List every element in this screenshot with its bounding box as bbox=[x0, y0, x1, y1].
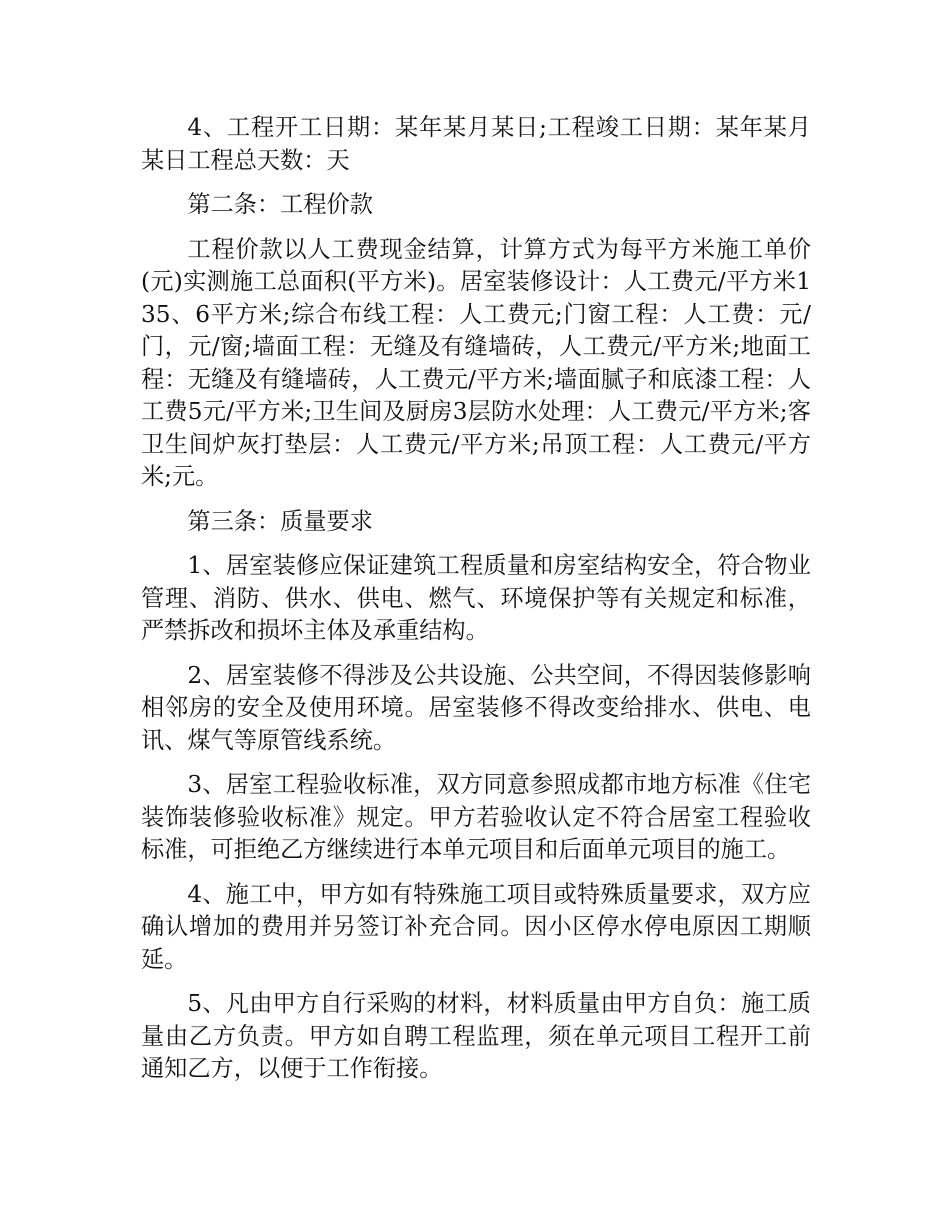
paragraph-quality-3: 3、居室工程验收标准，双方同意参照成都市地方标准《住宅装饰装修验收标准》规定。甲方若验收认定不符合居室工程验收标准，可拒绝乙方继续进行本单元项目和后面单元项目的施工。 bbox=[141, 771, 811, 863]
paragraph-quality-4: 4、施工中，甲方如有特殊施工项目或特殊质量要求，双方应确认增加的费用并另签订补充合同。因小区停水停电原因工期顺延。 bbox=[141, 880, 811, 973]
paragraph-completion-date: 4、工程开工日期：某年某月某日;工程竣工日期：某年某月某日工程总天数：天 bbox=[141, 114, 811, 174]
document-page bbox=[141, 112, 811, 1098]
paragraph-quality-1: 1、居室装修应保证建筑工程质量和房室结构安全，符合物业管理、消防、供水、供电、燃气、环境保护等有关规定和标准，严禁拆改和损坏主体及承重结构。 bbox=[141, 552, 811, 644]
paragraph-quality-2: 2、居室装修不得涉及公共设施、公共空间，不得因装修影响相邻房的安全及使用环境。居室装修不得改变给排水、供电、电讯、煤气等原管线系统。 bbox=[141, 661, 811, 754]
paragraph-pricing: 工程价款以人工费现金结算，计算方式为每平方米施工单价(元)实测施工总面积(平方米)。居室装修设计：人工费元/平方米135、6平方米;综合布线工程：人工费元;门窗工程：人工费：元/门，元/窗;墙面工程：无缝及有缝墙砖，人工费元/平方米;地面工程：无缝及有缝墙砖，人工费元/平方米;墙面腻子和底漆工程：人工费5元/平方米;卫生间及厨房3层防水处理：人工费元/平方米;客卫生间炉灰打垫层：人工费元/平方米;吊顶工程：人工费元/平方米;元。 bbox=[141, 235, 811, 490]
heading-article-3: 第三条：质量要求 bbox=[187, 507, 373, 535]
paragraph-quality-5: 5、凡由甲方自行采购的材料，材料质量由甲方自负：施工质量由乙方负责。甲方如自聘工程监理，须在单元项目工程开工前通知乙方，以便于工作衔接。 bbox=[141, 990, 811, 1082]
heading-article-2: 第二条：工程价款 bbox=[187, 191, 373, 218]
